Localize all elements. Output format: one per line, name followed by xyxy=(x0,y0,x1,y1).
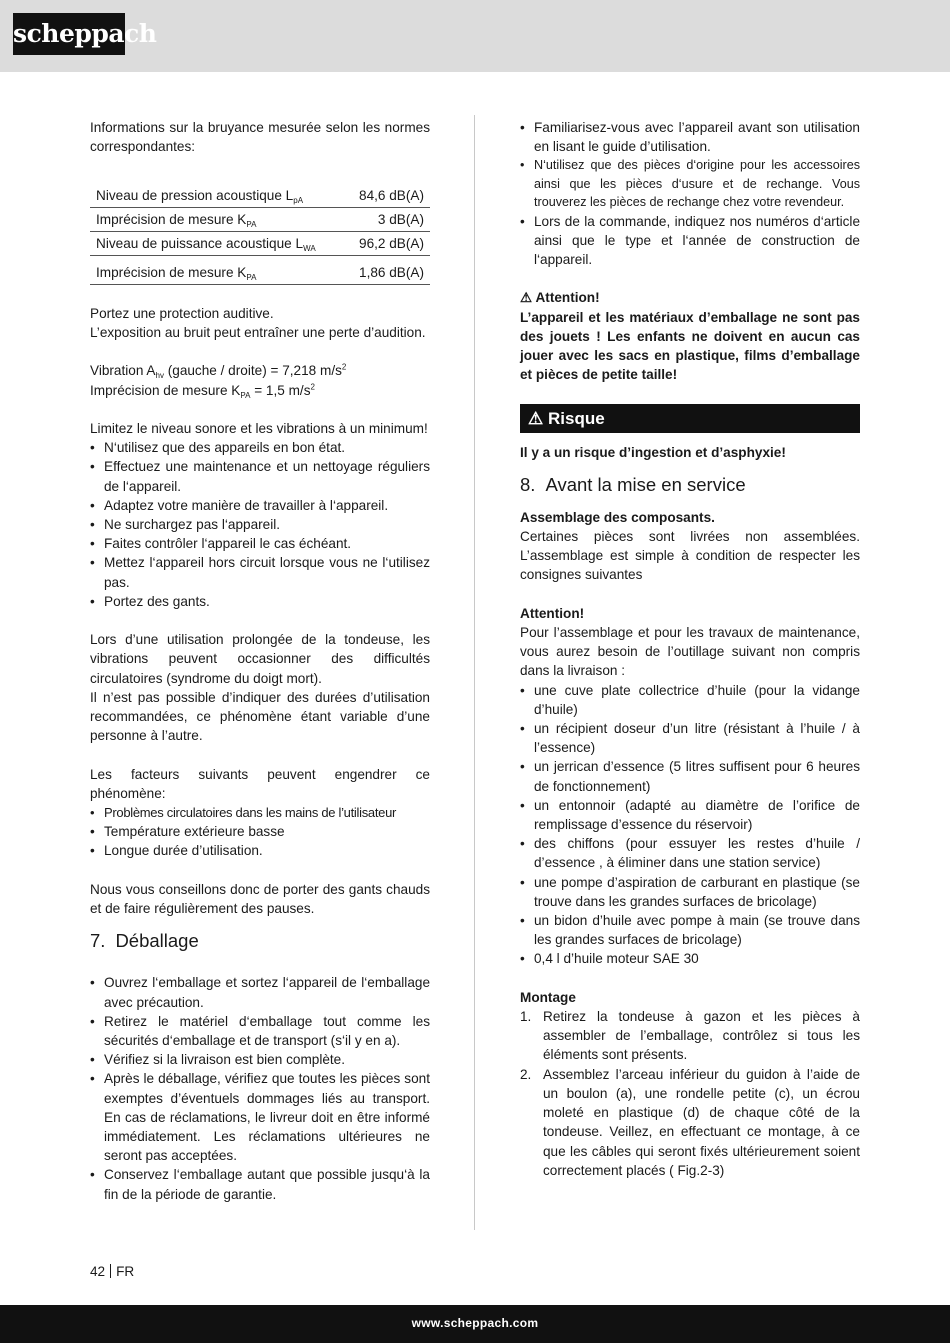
list-item: • Lors de la commande, indiquez nos numéros d‘article ainsi que le type et l‘année de construction de l‘appareil. xyxy=(520,212,860,270)
attention-title: ⚠ Attention! xyxy=(520,290,600,306)
montage-steps xyxy=(520,1007,860,1180)
list-item: • Après le déballage, vérifiez que toutes les pièces sont exemptes d’éventuels dommages liés au transport. En cas de réclamations, le livreur doit en être informé immédiatement. Les réclamations ultérieures ne seront pas acceptées. xyxy=(90,1069,430,1165)
list-item: • Conservez l‘emballage autant que possible jusqu‘à la fin de la période de garantie. xyxy=(90,1165,430,1203)
attention-text: L’appareil et les matériaux d’emballage ne sont pas des jouets ! Les enfants ne doivent en aucun cas jouer avec les sacs en plastique, films d’emballage et pièces de petite taille! xyxy=(520,309,860,383)
list-item: • un entonnoir (adapté au diamètre de l’orifice de remplissage d’essence du réservoir) xyxy=(520,796,860,834)
list-item: • un récipient doseur d’un litre (résistant à l’huile / à l’essence) xyxy=(520,719,860,757)
table-row: Niveau de pression acoustique $L_{pA}$ 84,6 dB(A) xyxy=(90,184,430,208)
list-item: • 0,4 l d’huile moteur SAE 30 xyxy=(520,949,860,968)
list-item: 2. Assemblez l’arceau inférieur du guidon à l’aide de un boulon (a), une rondelle petite (c), un écrou moleté en plastique (d) de chaque côté de la tondeuse. Veillez, en effectuant ce montage, à ce que les câbles qui seront fixés ultérieurement soient correctement placés ( Fig.2-3) xyxy=(520,1066,860,1178)
list-item: • un bidon d’huile avec pompe à main (se trouve dans les grandes surfaces de bricolage) xyxy=(520,911,860,949)
attention2-text: Pour l’assemblage et pour les travaux de maintenance, vous aurez besoin de l’outillage suivant non compris dans la livraison : xyxy=(520,625,860,679)
list-item: 1. Retirez la tondeuse à gazon et les pièces à assembler de l’emballage, contrôlez si tous les éléments sont présents. xyxy=(520,1009,860,1063)
assembly-title: Assemblage des composants. xyxy=(520,509,715,525)
assembly-text: Certaines pièces sont livrées non assemblées. L’assemblage est simple à condition de respecter les consignes suivantes xyxy=(520,529,860,583)
scheppach-logo: scheppach xyxy=(13,13,125,55)
list-item: • Longue durée d’utilisation. xyxy=(90,841,430,860)
advice-text: Nous vous conseillons donc de porter des gants chauds et de faire régulièrement des pauses. xyxy=(90,881,430,916)
unpack-list xyxy=(90,973,430,1203)
list-item: • N‘utilisez que des appareils en bon état. xyxy=(90,438,430,457)
long-use-text-2: Il n’est pas possible d’indiquer des durées d’utilisation recommandées, ce phénomène étant variable d’une personne à l’autre. xyxy=(90,689,430,744)
right-column xyxy=(520,118,860,1180)
table-row: Imprécision de mesure $K_{PA}$ 1,86 dB(A) xyxy=(90,255,430,284)
section-8-heading: 8. Avant la mise en service xyxy=(520,473,746,495)
table-row: Imprécision de mesure $K_{PA}$ 3 dB(A) xyxy=(90,207,430,231)
warning-icon: ⚠ xyxy=(520,290,533,306)
list-item: • Retirez le matériel d‘emballage tout comme les sécurités d‘emballage et de transport (s‘il y en a). xyxy=(90,1012,430,1050)
tools-list xyxy=(520,681,860,969)
list-item: • Effectuez une maintenance et un nettoyage réguliers de l‘appareil. xyxy=(90,457,430,495)
list-item: • une cuve plate collectrice d’huile (pour la vidange d’huile) xyxy=(520,681,860,719)
list-item: • un jerrican d’essence (5 litres suffisent pour 6 heures de fonctionnement) xyxy=(520,757,860,795)
attention2-title: Attention! xyxy=(520,605,585,621)
warning-icon: ⚠ xyxy=(528,408,544,428)
list-item: • Température extérieure basse xyxy=(90,822,430,841)
footer-bar xyxy=(0,1305,950,1343)
vibration-line-2: Imprécision de mesure $K_{PA} = 1,5$ $m/s^2$ xyxy=(90,382,315,400)
protection-line-1: Portez une protection auditive. xyxy=(90,305,274,321)
left-column xyxy=(90,118,430,1204)
list-item: • Mettez l‘appareil hors circuit lorsque vous ne l‘utilisez pas. xyxy=(90,553,430,591)
top-list-2 xyxy=(520,212,860,270)
list-item: • une pompe d’aspiration de carburant en plastique (se trouve dans les grandes surfaces de bricolage) xyxy=(520,873,860,911)
factors-text: Les facteurs suivants peuvent engendrer ce phénomène: xyxy=(90,766,430,801)
list-item: • Ne surchargez pas l‘appareil. xyxy=(90,515,430,534)
list-item: • Ouvrez l‘emballage et sortez l‘appareil de l‘emballage avec précaution. xyxy=(90,973,430,1011)
noise-table xyxy=(90,184,430,285)
risk-text: Il y a un risque d’ingestion et d’asphyxie! xyxy=(520,444,786,460)
list-item: • des chiffons (pour essuyer les restes d’huile / d’essence , à éliminer dans une station service) xyxy=(520,834,860,872)
website-link[interactable]: www.scheppach.com xyxy=(411,1316,539,1330)
top-list-small xyxy=(520,156,860,211)
list-item: • Faites contrôler l‘appareil le cas échéant. xyxy=(90,534,430,553)
list-item: • Familiarisez-vous avec l’appareil avant son utilisation en lisant le guide d’utilisation. xyxy=(520,118,860,156)
list-item: • Vérifiez si la livraison est bien complète. xyxy=(90,1050,430,1069)
list-item: • Portez des gants. xyxy=(90,592,430,611)
risk-banner: ⚠ Risque xyxy=(520,404,860,433)
limit-list xyxy=(90,438,430,611)
table-row: Niveau de puissance acoustique $L_{WA}$ 96,2 dB(A) xyxy=(90,231,430,255)
list-item: • Problèmes circulatoires dans les mains de l’utilisateur xyxy=(90,803,430,822)
factors-list xyxy=(90,803,430,861)
top-list xyxy=(520,118,860,156)
montage-title: Montage xyxy=(520,989,576,1005)
section-7-heading: 7. Déballage xyxy=(90,930,199,952)
noise-intro: Informations sur la bruyance mesurée selon les normes correspondantes: xyxy=(90,120,430,155)
list-item: • N‘utilisez que des pièces d‘origine pour les accessoires ainsi que les pièces d‘usure et de rechange. Vous trouverez les pièces de rechange chez votre revendeur. xyxy=(520,156,860,211)
list-item: • Adaptez votre manière de travailler à l‘appareil. xyxy=(90,496,430,515)
long-use-text-1: Lors d’une utilisation prolongée de la tondeuse, les vibrations peuvent occasionner des difficultés circulatoires (syndrome du doigt mort). xyxy=(90,632,430,686)
limit-text: Limitez le niveau sonore et les vibrations à un minimum! xyxy=(90,420,428,436)
vibration-line-1: Vibration $A_{hv}$ (gauche / droite) = 7,218 $m/s^2$ xyxy=(90,362,347,381)
page-number: 42 FR xyxy=(90,1264,135,1279)
column-divider xyxy=(474,115,475,1230)
protection-line-2: L’exposition au bruit peut entraîner une perte d’audition. xyxy=(90,324,426,340)
header-bar xyxy=(0,0,950,72)
